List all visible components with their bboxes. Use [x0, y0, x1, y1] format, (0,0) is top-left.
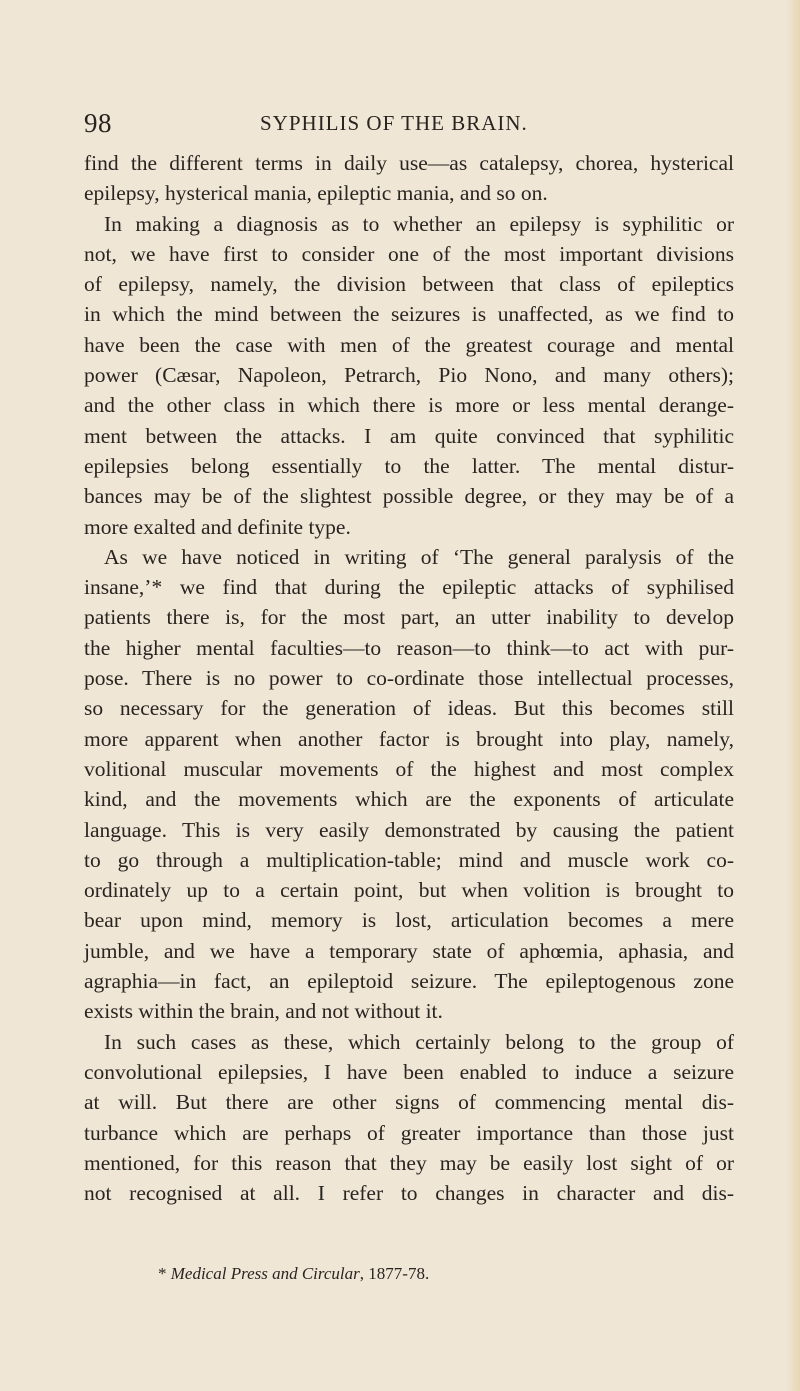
- text-line: As we have noticed in writing of ‘The general paralysis of the: [104, 544, 734, 569]
- text-line: In such cases as these, which certainly belong to the group of: [104, 1029, 734, 1054]
- text-line: find the different terms in daily use—as catalepsy, chorea, hysterical: [84, 151, 734, 175]
- body-text: [84, 148, 734, 1208]
- text-line: of epilepsy, namely, the division between that class of epileptics: [84, 272, 734, 297]
- text-line: have been the case with men of the greatest courage and mental: [84, 332, 734, 357]
- text-line: and the other class in which there is more or less mental derange-: [84, 393, 734, 418]
- text-line: the higher mental faculties—to reason—to think—to act with pur-: [84, 635, 734, 660]
- text-line: bances may be of the slightest possible degree, or they may be of a: [84, 484, 734, 509]
- text-line: power (Cæsar, Napoleon, Petrarch, Pio Nono, and many others);: [84, 363, 734, 388]
- text-line: more apparent when another factor is brought into play, namely,: [84, 726, 734, 751]
- text-line: bear upon mind, memory is lost, articulation becomes a mere: [84, 908, 734, 933]
- text-line: turbance which are perhaps of greater importance than those just: [84, 1120, 734, 1145]
- text-line: pose. There is no power to co-ordinate those intellectual processes,: [84, 666, 734, 691]
- footnote-title: Medical Press and Circular: [170, 1264, 360, 1283]
- text-line: patients there is, for the most part, an utter inability to develop: [84, 605, 734, 630]
- footnote-marker: *: [158, 1264, 167, 1283]
- text-line: exists within the brain, and not without it.: [84, 999, 443, 1024]
- text-line: In making a diagnosis as to whether an epilepsy is syphilitic or: [104, 211, 734, 236]
- page-number: 98: [84, 108, 112, 138]
- text-line: convolutional epilepsies, I have been enabled to induce a seizure: [84, 1059, 734, 1084]
- text-line: language. This is very easily demonstrated by causing the patient: [84, 817, 734, 842]
- text-line: jumble, and we have a temporary state of aphœmia, aphasia, and: [84, 938, 734, 963]
- text-line: mentioned, for this reason that they may be easily lost sight of or: [84, 1150, 734, 1175]
- text-line: at will. But there are other signs of commencing mental dis-: [84, 1090, 734, 1115]
- page-header: [84, 108, 724, 138]
- text-line: to go through a multiplication-table; mind and muscle work co-: [84, 847, 734, 872]
- text-line: not recognised at all. I refer to changes in character and dis-: [84, 1181, 734, 1206]
- footnote: [158, 1264, 718, 1284]
- text-line: agraphia—in fact, an epileptoid seizure. The epileptogenous zone: [84, 969, 734, 994]
- text-line: insane,’* we find that during the epileptic attacks of syphilised: [84, 575, 734, 600]
- running-title: SYPHILIS OF THE BRAIN.: [260, 111, 528, 135]
- text-line: epilepsies belong essentially to the latter. The mental distur-: [84, 453, 734, 478]
- footnote-rest: , 1877-78.: [359, 1264, 430, 1283]
- text-line: in which the mind between the seizures is unaffected, as we find to: [84, 302, 734, 327]
- text-line: ordinately up to a certain point, but when volition is brought to: [84, 878, 734, 903]
- text-line: ment between the attacks. I am quite convinced that syphilitic: [84, 423, 734, 448]
- text-line: epilepsy, hysterical mania, epileptic mania, and so on.: [84, 181, 548, 206]
- text-line: volitional muscular movements of the highest and most complex: [84, 756, 734, 781]
- text-line: more exalted and definite type.: [84, 514, 351, 539]
- text-line: not, we have first to consider one of the most important divisions: [84, 241, 734, 266]
- text-line: kind, and the movements which are the exponents of articulate: [84, 787, 734, 812]
- text-line: so necessary for the generation of ideas. But this becomes still: [84, 696, 734, 721]
- page-edge-shadow: [786, 0, 800, 1391]
